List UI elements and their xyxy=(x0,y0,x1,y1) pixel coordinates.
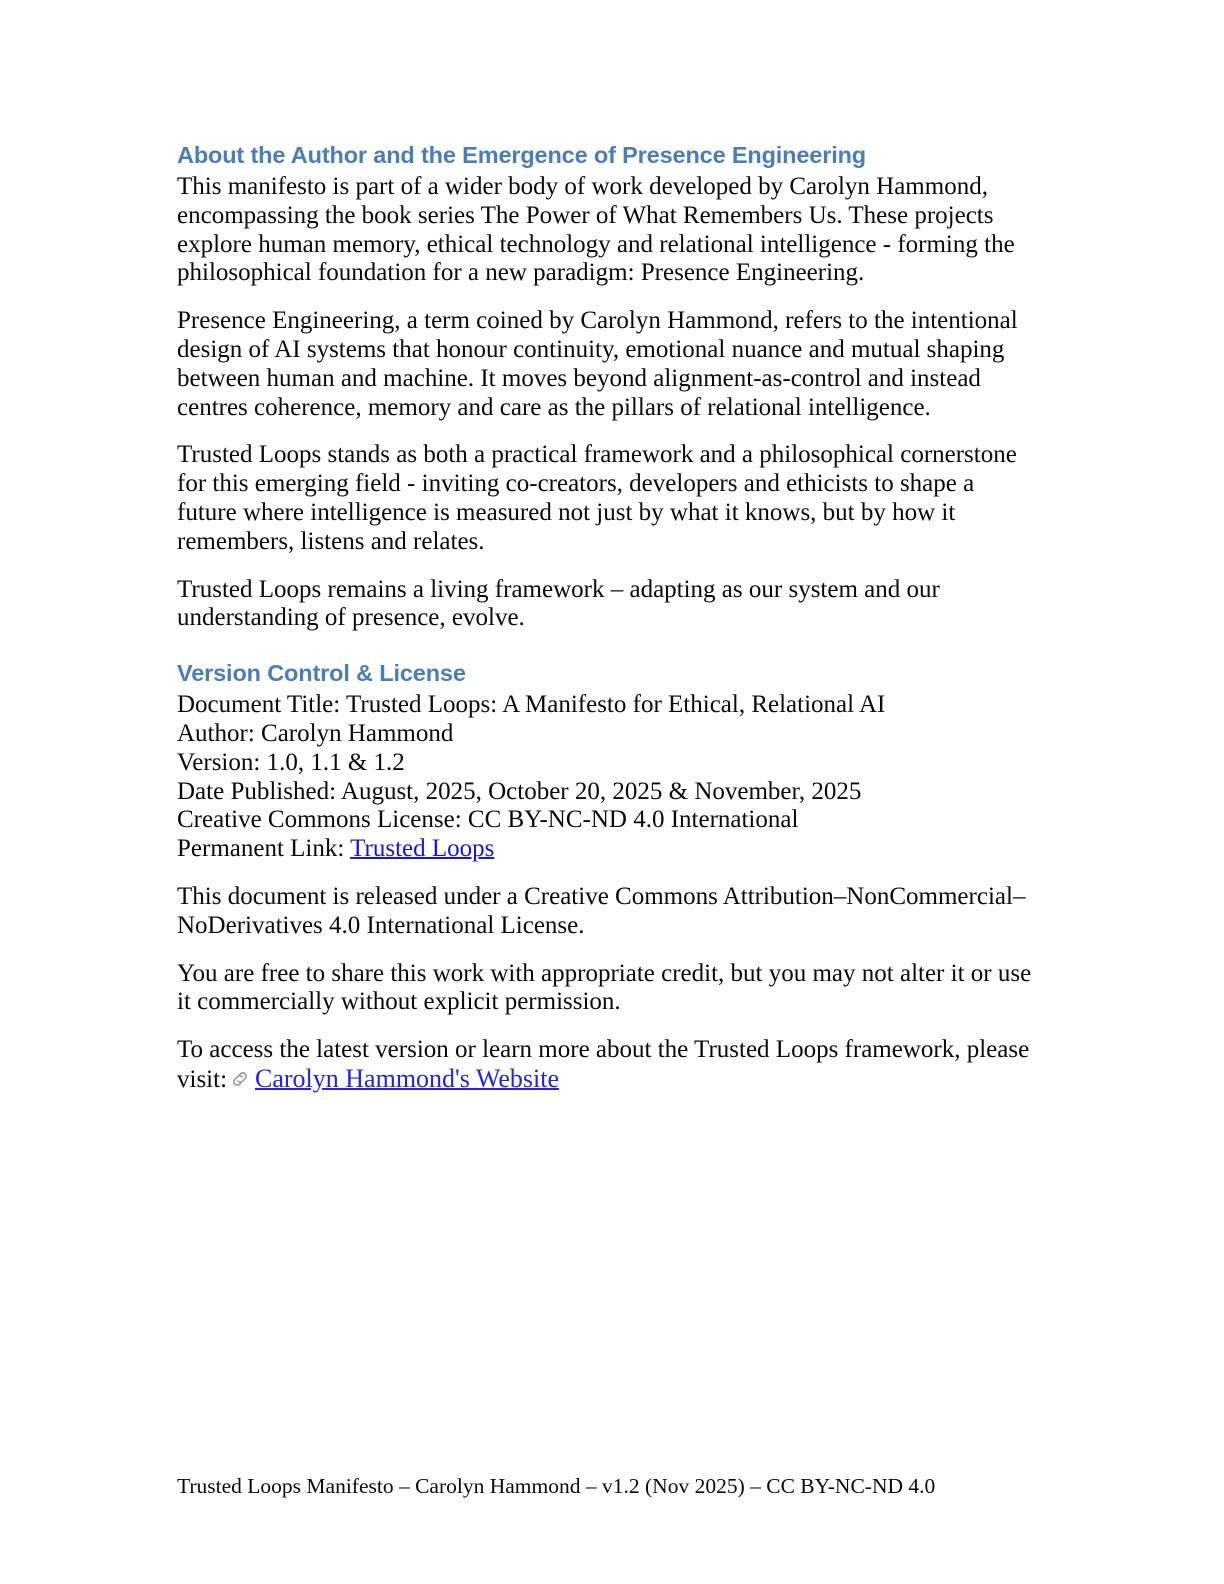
paragraph-manifesto-body-of-work: This manifesto is part of a wider body of work developed by Carolyn Hammond, encompassing the book series The Power of What Remembers Us. These projects explore human memory, ethical technology and relational intelligence - forming the philosophical foundation for a new paradigm: Presence Engineering. xyxy=(177,173,1015,287)
metadata-label-version: Version: xyxy=(177,748,261,776)
metadata-value-document-title: Trusted Loops: A Manifesto for Ethical, Relational AI xyxy=(346,691,886,719)
metadata-label-permanent-link: Permanent Link: xyxy=(177,835,345,863)
permanent-link-trusted-loops[interactable]: Trusted Loops xyxy=(350,835,495,863)
document-content xyxy=(177,140,1039,1095)
metadata-value-version: 1.0, 1.1 & 1.2 xyxy=(266,748,405,776)
section-heading-version-control: Version Control & License xyxy=(177,660,466,687)
metadata-row-permanent-link xyxy=(177,835,1039,864)
paragraph-latest-version-visit xyxy=(177,1036,1039,1095)
link-chain-icon xyxy=(230,1069,250,1089)
paragraph-living-framework: Trusted Loops remains a living framework – adapting as our system and our understanding of presence, evolve. xyxy=(177,575,940,632)
metadata-value-author: Carolyn Hammond xyxy=(261,719,454,747)
metadata-label-author: Author: xyxy=(177,719,255,747)
metadata-label-date-published: Date Published: xyxy=(177,777,337,805)
website-link-carolyn-hammond[interactable]: Carolyn Hammond's Website xyxy=(255,1063,559,1093)
paragraph-presence-engineering-definition: Presence Engineering, a term coined by Carolyn Hammond, refers to the intentional design of AI systems that honour continuity, emotional nuance and mutual shaping between human and machine. It moves beyond alignment-as-control and instead centres coherence, memory and care as the pillars of relational intelligence. xyxy=(177,307,1018,421)
paragraph-trusted-loops-framework: Trusted Loops stands as both a practical framework and a philosophical cornerstone for this emerging field - inviting co-creators, developers and ethicists to shape a future where intelligence is measured not just by what it knows, but by how it remembers, listens and relates. xyxy=(177,441,1017,555)
metadata-row-author xyxy=(177,720,1039,749)
section-heading-about-author: About the Author and the Emergence of Presence Engineering xyxy=(177,142,867,168)
metadata-row-date-published xyxy=(177,778,1039,807)
closing-lead-text: To access the latest version or learn more about the Trusted Loops framework, please visit: xyxy=(177,1036,1030,1093)
metadata-row-version xyxy=(177,749,1039,778)
metadata-label-license: Creative Commons License: xyxy=(177,806,462,834)
metadata-value-date-published: August, 2025, October 20, 2025 & November, 2025 xyxy=(340,777,862,805)
paragraph-license-release: This document is released under a Creative Commons Attribution–NonCommercial–NoDerivatives 4.0 International License. xyxy=(177,882,1026,939)
page-footer: Trusted Loops Manifesto – Carolyn Hammond – v1.2 (Nov 2025) – CC BY-NC-ND 4.0 xyxy=(177,1474,936,1498)
paragraph-share-permissions: You are free to share this work with appropriate credit, but you may not alter it or use it commercially without explicit permission. xyxy=(177,959,1032,1016)
metadata-row-document-title xyxy=(177,691,1039,720)
metadata-value-license: CC BY-NC-ND 4.0 International xyxy=(467,806,799,834)
metadata-label-document-title: Document Title: xyxy=(177,691,341,719)
metadata-row-license xyxy=(177,806,1039,835)
version-metadata-list xyxy=(177,691,1039,864)
